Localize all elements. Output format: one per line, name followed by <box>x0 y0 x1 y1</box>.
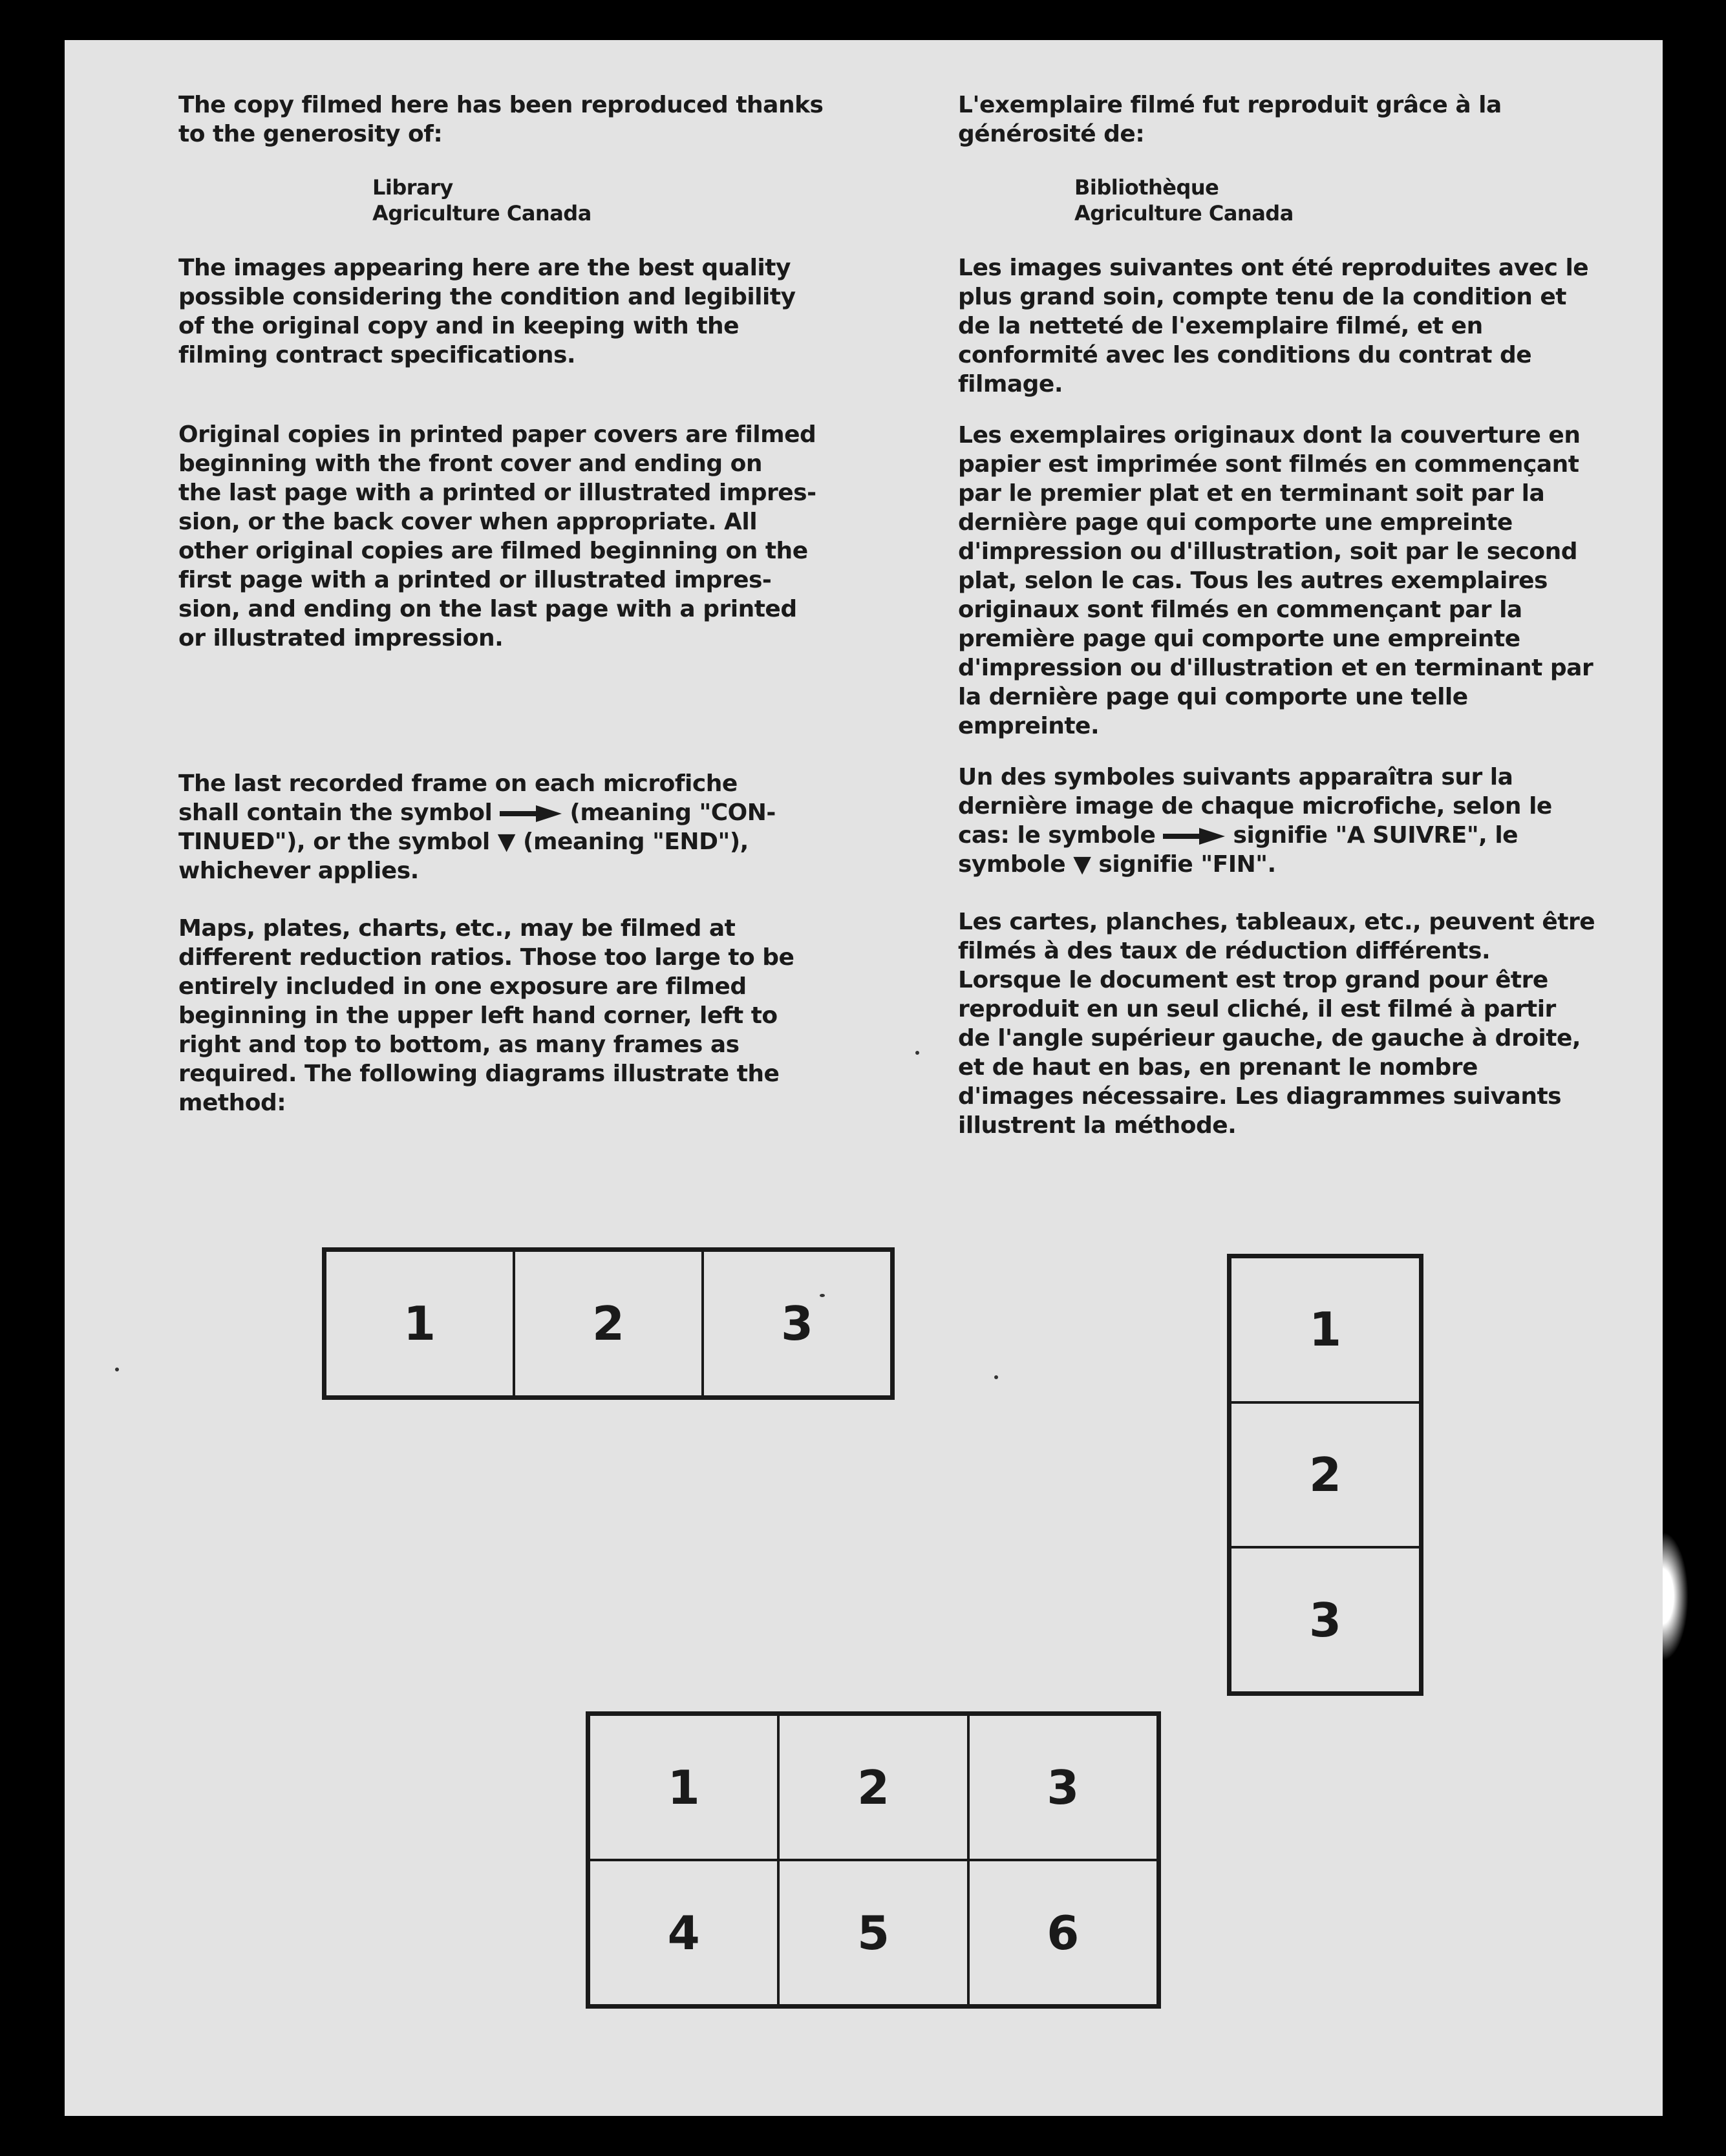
frame-cell: 2 <box>1230 1402 1420 1548</box>
scan-speck <box>115 1368 119 1371</box>
quality-paragraph: The images appearing here are the best quality possible considering the condition and legibility of the original copy and in keeping with the filming contract specifications. <box>178 255 796 368</box>
symbol-text-end-fr: signifie "A SUIVRE", le symbole ▼ signifie "FIN". <box>958 822 1518 878</box>
frame-cell: 3 <box>1230 1547 1420 1693</box>
frame-cell: 2 <box>514 1251 703 1397</box>
original-copies-paragraph: Original copies in printed paper covers are filmed beginning with the front cover and ending on the last page with a printed or illustrated impres- sion, or the back cover when appropriate. All other original copies are filmed beginning on the first page with a printed or illustrated impres- sion, and ending on the last page with a printed or illustrated impression. <box>178 421 816 651</box>
vertical-frames-diagram <box>1227 1254 1423 1696</box>
frame-cell: 3 <box>703 1251 891 1397</box>
scan-speck <box>994 1375 998 1379</box>
continued-arrow-icon-fr <box>1163 827 1225 846</box>
frame-cell: 1 <box>589 1715 778 1860</box>
quality-paragraph-fr: Les images suivantes ont été reproduites avec le plus grand soin, compte tenu de la condition et de la netteté de l'exemplaire filmé, et en conformité avec les conditions du contrat de filmage. <box>958 255 1589 397</box>
french-column <box>958 90 1643 1140</box>
frame-cell: 4 <box>589 1860 778 2005</box>
original-copies-paragraph-fr: Les exemplaires originaux dont la couverture en papier est imprimée sont filmés en commençant par le premier plat et en terminant soit par la dernière page qui comporte une empreinte d'impression ou d'illustration, soit par le second plat, selon le cas. Tous les autres exemplaires originaux sont filmés en commençant par la première page qui comporte une empreinte d'impression ou d'illustration et en terminant par la dernière page qui comporte une telle empreinte. <box>958 422 1593 739</box>
scan-speck <box>915 1051 919 1055</box>
library-name: Library Agriculture Canada <box>372 175 591 226</box>
frame-cell: 3 <box>968 1715 1158 1860</box>
frame-cell: 2 <box>778 1715 968 1860</box>
symbol-text-start: The last recorded frame on each microfiche shall contain the symbol <box>178 770 738 826</box>
grid-frames-diagram <box>586 1711 1161 2009</box>
horizontal-frames-diagram <box>322 1247 895 1400</box>
thanks-paragraph-fr: L'exemplaire filmé fut reproduit grâce à la générosité de: <box>958 92 1502 147</box>
continued-arrow-icon <box>500 804 562 823</box>
symbol-text-end: (meaning "CON- TINUED"), or the symbol ▼ (meaning "END"), whichever applies. <box>178 799 776 884</box>
thanks-paragraph: The copy filmed here has been reproduced thanks to the generosity of: <box>178 92 824 147</box>
library-name-fr: Bibliothèque Agriculture Canada <box>1074 175 1294 226</box>
english-column <box>178 90 844 1117</box>
scan-speck <box>820 1294 825 1297</box>
frame-cell: 5 <box>778 1860 968 2005</box>
frame-cell: 6 <box>968 1860 1158 2005</box>
frame-cell: 1 <box>1230 1257 1420 1402</box>
symbol-text-start-fr: Un des symboles suivants apparaîtra sur la dernière image de chaque microfiche, selon le cas: le symbole <box>958 764 1552 849</box>
document-page <box>65 40 1663 2116</box>
symbol-paragraph-fr <box>958 763 1643 879</box>
maps-paragraph: Maps, plates, charts, etc., may be filmed at different reduction ratios. Those too large to be entirely included in one exposure are filmed beginning in the upper left hand corner, left to right and top to bottom, as many frames as required. The following diagrams illustrate the method: <box>178 915 794 1116</box>
maps-paragraph-fr: Les cartes, planches, tableaux, etc., peuvent être filmés à des taux de réduction différents. Lorsque le document est trop grand pour être reproduit en un seul cliché, il est filmé à partir de l'angle supérieur gauche, de gauche à droite, et de haut en bas, en prenant le nombre d'images nécessaire. Les diagrammes suivants illustrent la méthode. <box>958 909 1595 1139</box>
symbol-paragraph <box>178 769 844 885</box>
scan-glare <box>1663 1532 1689 1661</box>
frame-cell: 1 <box>325 1251 514 1397</box>
